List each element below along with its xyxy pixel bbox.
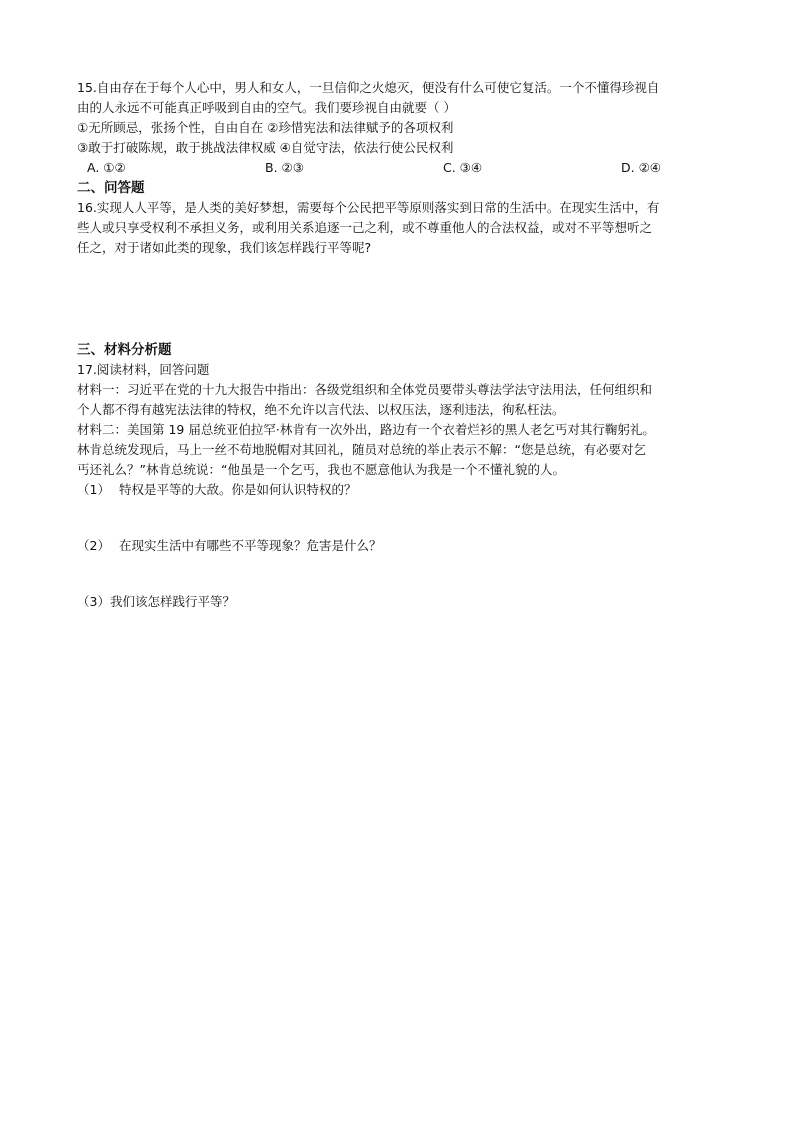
- q16-line-1: 16.实现人人平等，是人类的美好梦想，需要每个公民把平等原则落实到日常的生活中。在现实生活中，有: [77, 200, 660, 215]
- q17-sub-1-number: （1）: [77, 482, 110, 497]
- q15-stem-line-1: 15.自由存在于每个人心中，男人和女人，一旦信仰之火熄灭，便没有什么可使它复活。一个不懂得珍视自: [77, 80, 660, 95]
- question-15: [77, 78, 722, 178]
- q17-sub-2-text: 在现实生活中有哪些不平等现象？危害是什么？: [119, 538, 382, 553]
- q15-option-d: D. ②④: [621, 160, 661, 175]
- q17-material-2-line-2: 林肯总统发现后，马上一丝不苟地脱帽对其回礼，随员对总统的举止表示不解：“您是总统，有必要对乞: [77, 442, 646, 457]
- q17-material-1-line-1: 材料一：习近平在党的十九大报告中指出：各级党组织和全体党员要带头尊法学法守法用法，任何组织和: [77, 382, 653, 397]
- exam-page: [77, 78, 722, 612]
- q17-material-2-line-3: 丐还礼么？”林肯总统说：“他虽是一个乞丐，我也不愿意他认为我是一个不懂礼貌的人。: [77, 462, 565, 477]
- section-3-heading: 三、材料分析题: [77, 342, 172, 358]
- q15-stem-line-2: 由的人永远不可能真正呼吸到自由的空气。我们要珍视自由就要（ ）: [77, 100, 456, 115]
- q15-options: [77, 158, 722, 178]
- q15-option-c: C. ③④: [443, 160, 483, 175]
- q15-statement-line-2: ③敢于打破陈规，敢于挑战法律权威 ④自觉守法，依法行使公民权利: [77, 140, 454, 155]
- q17-intro: 17.阅读材料，回答问题: [77, 362, 210, 377]
- q15-statement-line-1: ①无所顾忌，张扬个性，自由自在 ②珍惜宪法和法律赋予的各项权利: [77, 120, 454, 135]
- q17-sub-question-3: （3）我们该怎样践行平等？: [77, 594, 235, 609]
- question-16: [77, 198, 722, 258]
- q17-sub-2-number: （2）: [77, 538, 110, 553]
- q16-line-3: 任之，对于诸如此类的现象，我们该怎样践行平等呢?: [77, 240, 372, 255]
- q17-sub-question-1: [77, 480, 722, 500]
- q17-material-1-line-2: 个人都不得有越宪法法律的特权，绝不允许以言代法、以权压法，逐利违法，徇私枉法。: [77, 402, 565, 417]
- q16-line-2: 些人或只享受权利不承担义务，或利用关系追逐一己之利，或不尊重他人的合法权益，或对不平等想听之: [77, 220, 653, 235]
- question-17: [77, 360, 722, 612]
- q15-option-b: B. ②③: [265, 160, 304, 175]
- q17-sub-1-text: 特权是平等的大敌。你是如何认识特权的？: [119, 482, 357, 497]
- q15-option-a: A. ①②: [87, 160, 126, 175]
- section-2-heading: 二、问答题: [77, 180, 145, 196]
- q16-answer-space: [77, 258, 722, 340]
- q17-sub-1-answer-space: [77, 500, 722, 536]
- q17-material-2-line-1: 材料二：美国第 19 届总统亚伯拉罕·林肯有一次外出，路边有一个衣着烂衫的黑人老乞丐对其行鞠躬礼。: [77, 422, 655, 437]
- q17-sub-2-answer-space: [77, 556, 722, 592]
- q17-sub-question-2: [77, 536, 722, 556]
